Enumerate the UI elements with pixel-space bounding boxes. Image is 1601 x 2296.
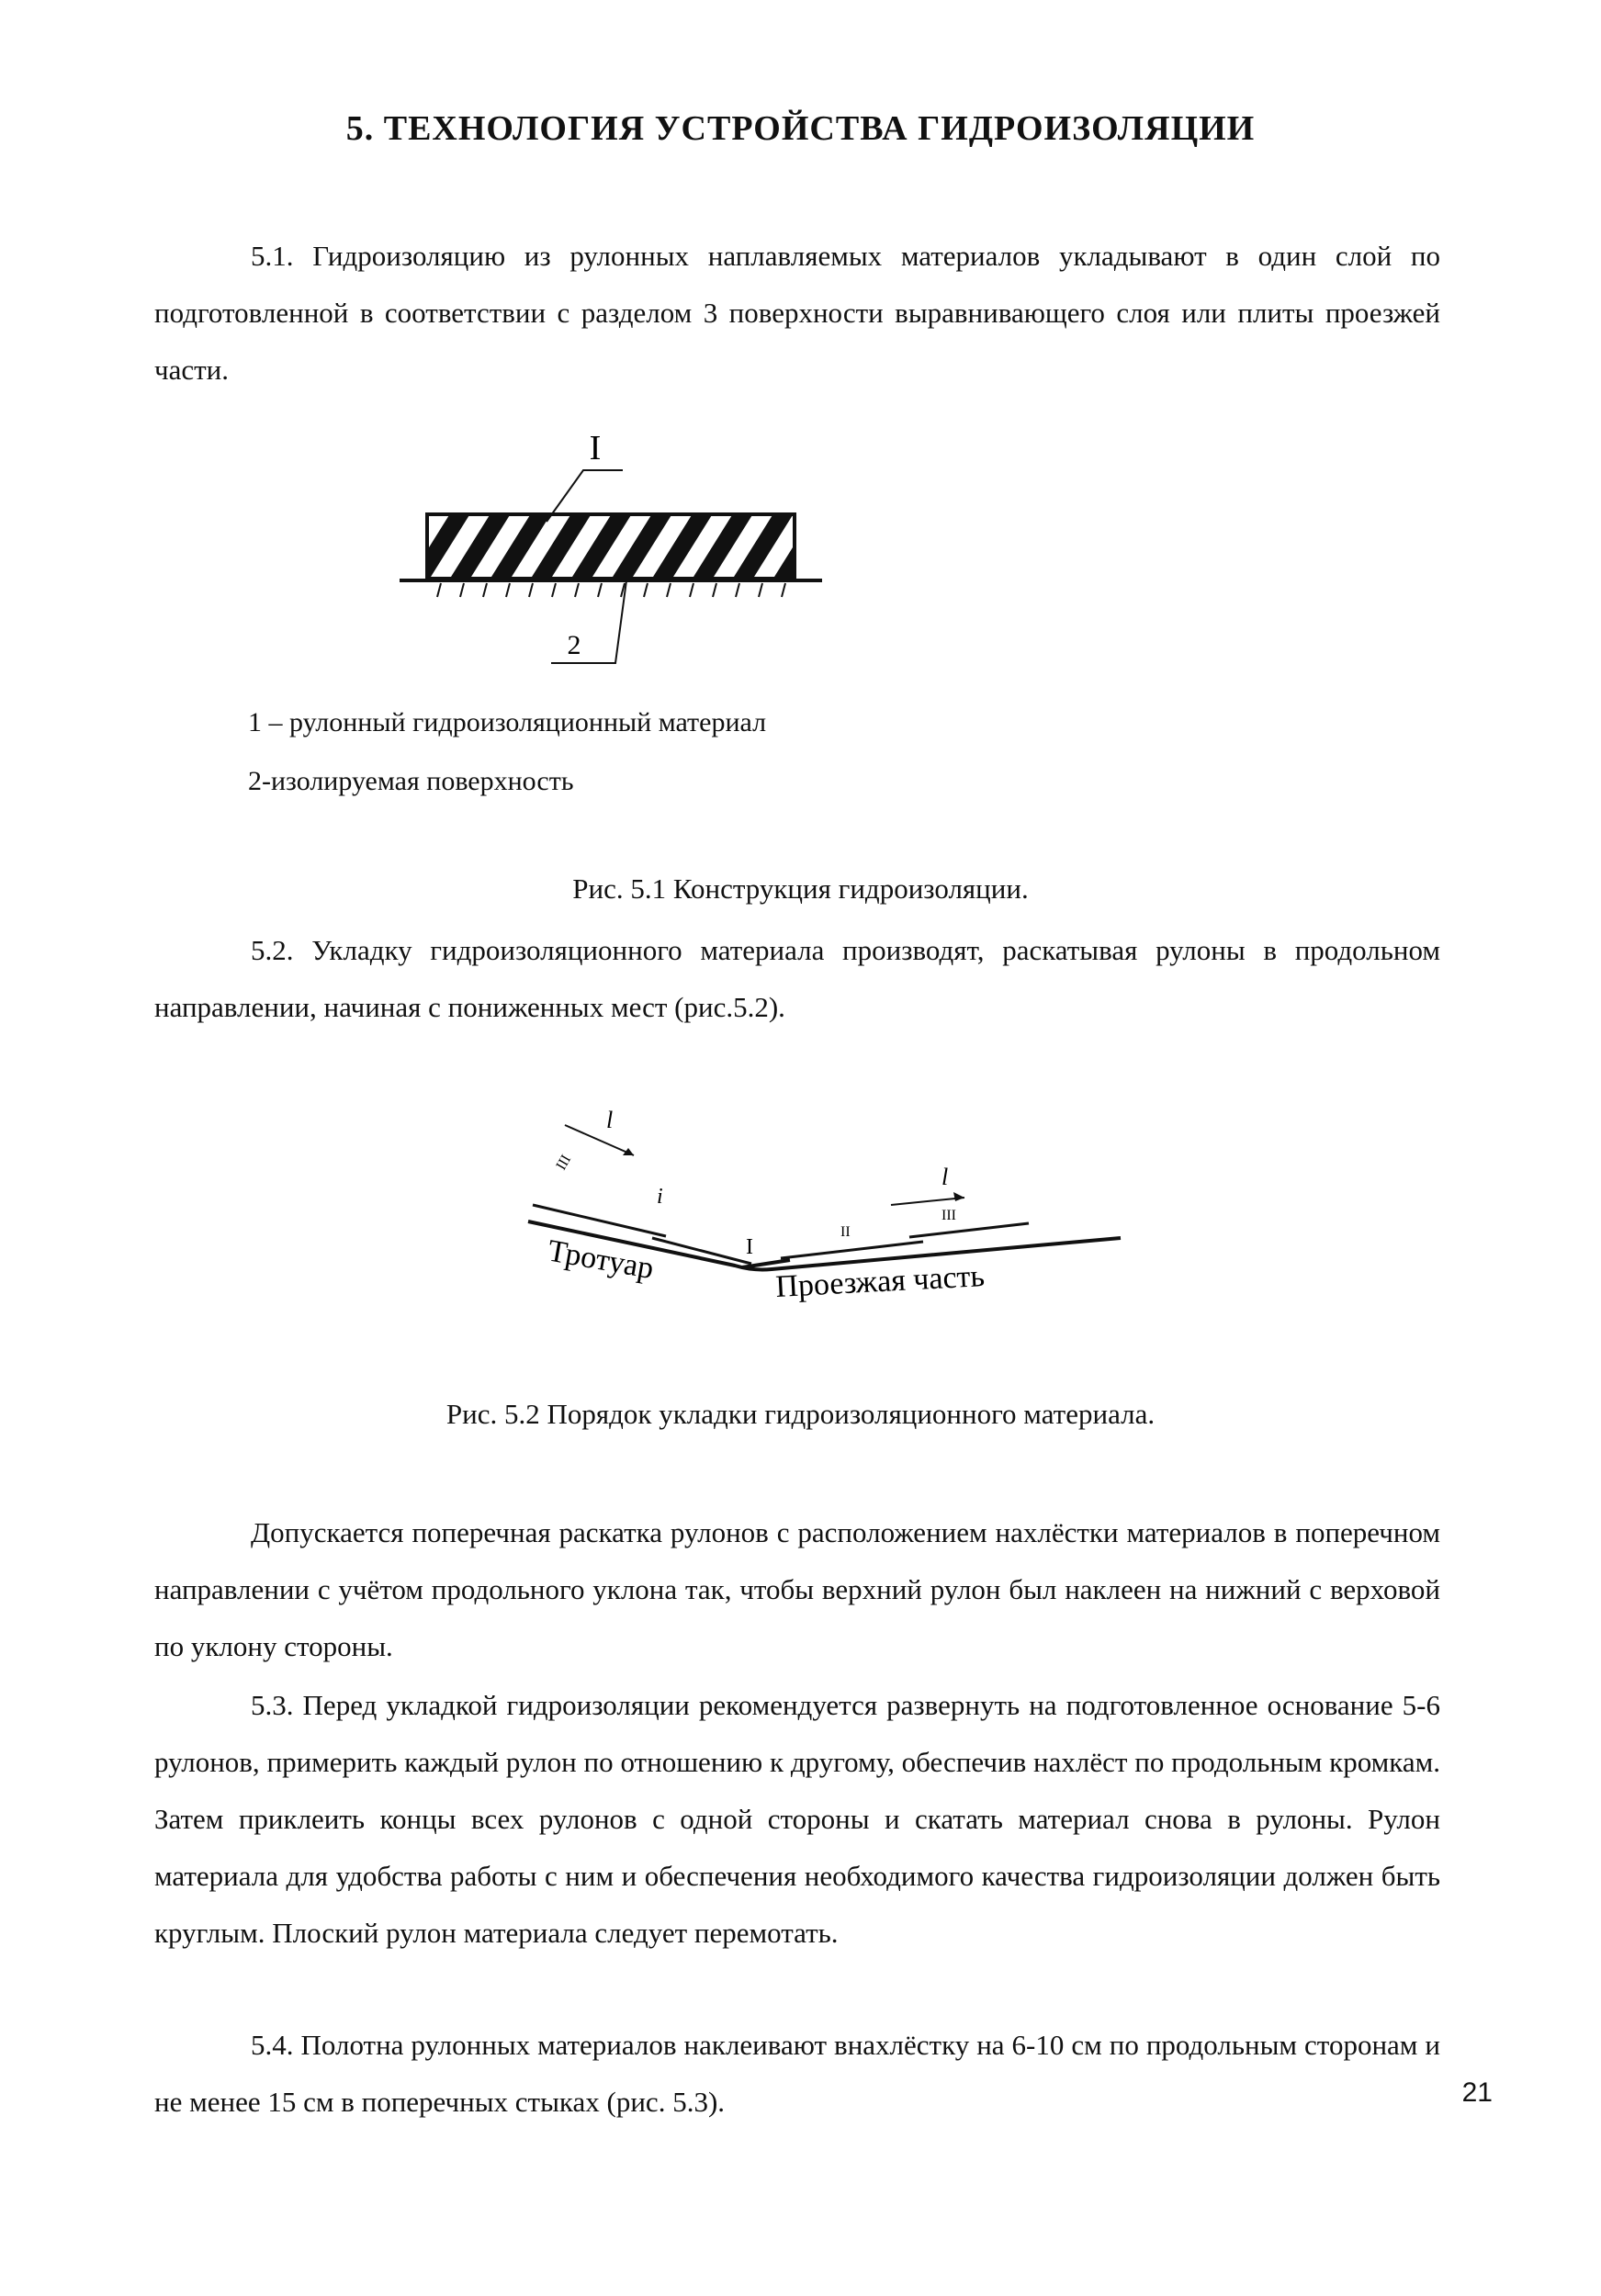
figure-5-1-caption: Рис. 5.1 Конструкция гидроизоляции. (572, 872, 1029, 905)
figure-5-2-diagram (514, 1102, 1139, 1322)
leader-2 (551, 580, 626, 663)
legend-item-1: 1 – рулонный гидроизоляционный материал (248, 707, 767, 737)
waterproofing-layer (427, 514, 795, 579)
paragraph-5-2-text: 5.2. Укладку гидроизоляционного материала производят, раскатывая рулоны в продольном направлении, начиная с пониженных мест (рис.5.2). (154, 934, 1440, 1023)
paragraph-transverse (154, 1504, 1440, 1675)
paragraph-5-3-text: 5.3. Перед укладкой гидроизоляции рекомендуется развернуть на подготовленное основание 5-6 рулонов, примерить каждый рулон по отношению к другому, обеспечив нахлёст по продольным кромкам. Затем приклеить концы всех рулонов с одной стороны и скатать материал снова в рулоны. Рулон материала для удобства работы с ним и обеспечения необходимого качества гидроизоляции должен быть круглым. Плоский рулон материала следует перемотать. (154, 1689, 1440, 1949)
paragraph-5-4 (154, 2017, 1440, 2131)
label-III-left: III (553, 1152, 575, 1174)
roll-II-right (781, 1242, 923, 1258)
legend-item-2: 2-изолируемая поверхность (248, 766, 574, 796)
roll-III-right (909, 1223, 1029, 1237)
paragraph-transverse-text: Допускается поперечная раскатка рулонов с расположением нахлёстки материалов в поперечном направлении с учётом продольного уклона так, чтобы верхний рулон был наклеен на нижний с верховой по уклону стороны. (154, 1516, 1440, 1662)
dimension-l-right (891, 1198, 964, 1205)
paragraph-5-3 (154, 1677, 1440, 1962)
paragraph-5-4-text: 5.4. Полотна рулонных материалов наклеивают внахлёстку на 6-10 см по продольным сторонам и не менее 15 см в поперечных стыках (рис. 5.3). (154, 2029, 1440, 2118)
label-III-right: III (941, 1208, 956, 1223)
sidewalk-label: Тротуар (545, 1233, 657, 1287)
dimension-l-left (565, 1125, 634, 1155)
label-l-right: l (941, 1164, 949, 1190)
label-1: I (589, 429, 602, 467)
label-l-left: l (606, 1107, 614, 1133)
label-2: 2 (567, 630, 581, 660)
figure-5-1-diagram (386, 422, 845, 689)
roadway-label: Проезжая часть (774, 1259, 986, 1304)
label-I: I (746, 1235, 753, 1259)
figure-5-2-caption: Рис. 5.2 Порядок укладки гидроизоляционного материала. (445, 1398, 1156, 1430)
roll-III-left (533, 1205, 666, 1236)
paragraph-5-1-text: 5.1. Гидроизоляцию из рулонных наплавляемых материалов укладывают в один слой по подготовленной в соответствии с разделом 3 поверхности выравнивающего слоя или плиты проезжей части. (154, 240, 1440, 386)
label-i-left: i (657, 1185, 663, 1209)
paragraph-5-1 (154, 228, 1440, 399)
surface-hatching (437, 583, 785, 597)
page-number: 21 (1461, 2077, 1493, 2108)
paragraph-5-2 (154, 922, 1440, 1036)
section-heading: 5. ТЕХНОЛОГИЯ УСТРОЙСТВА ГИДРОИЗОЛЯЦИИ (345, 109, 1256, 148)
label-II: II (840, 1224, 851, 1240)
